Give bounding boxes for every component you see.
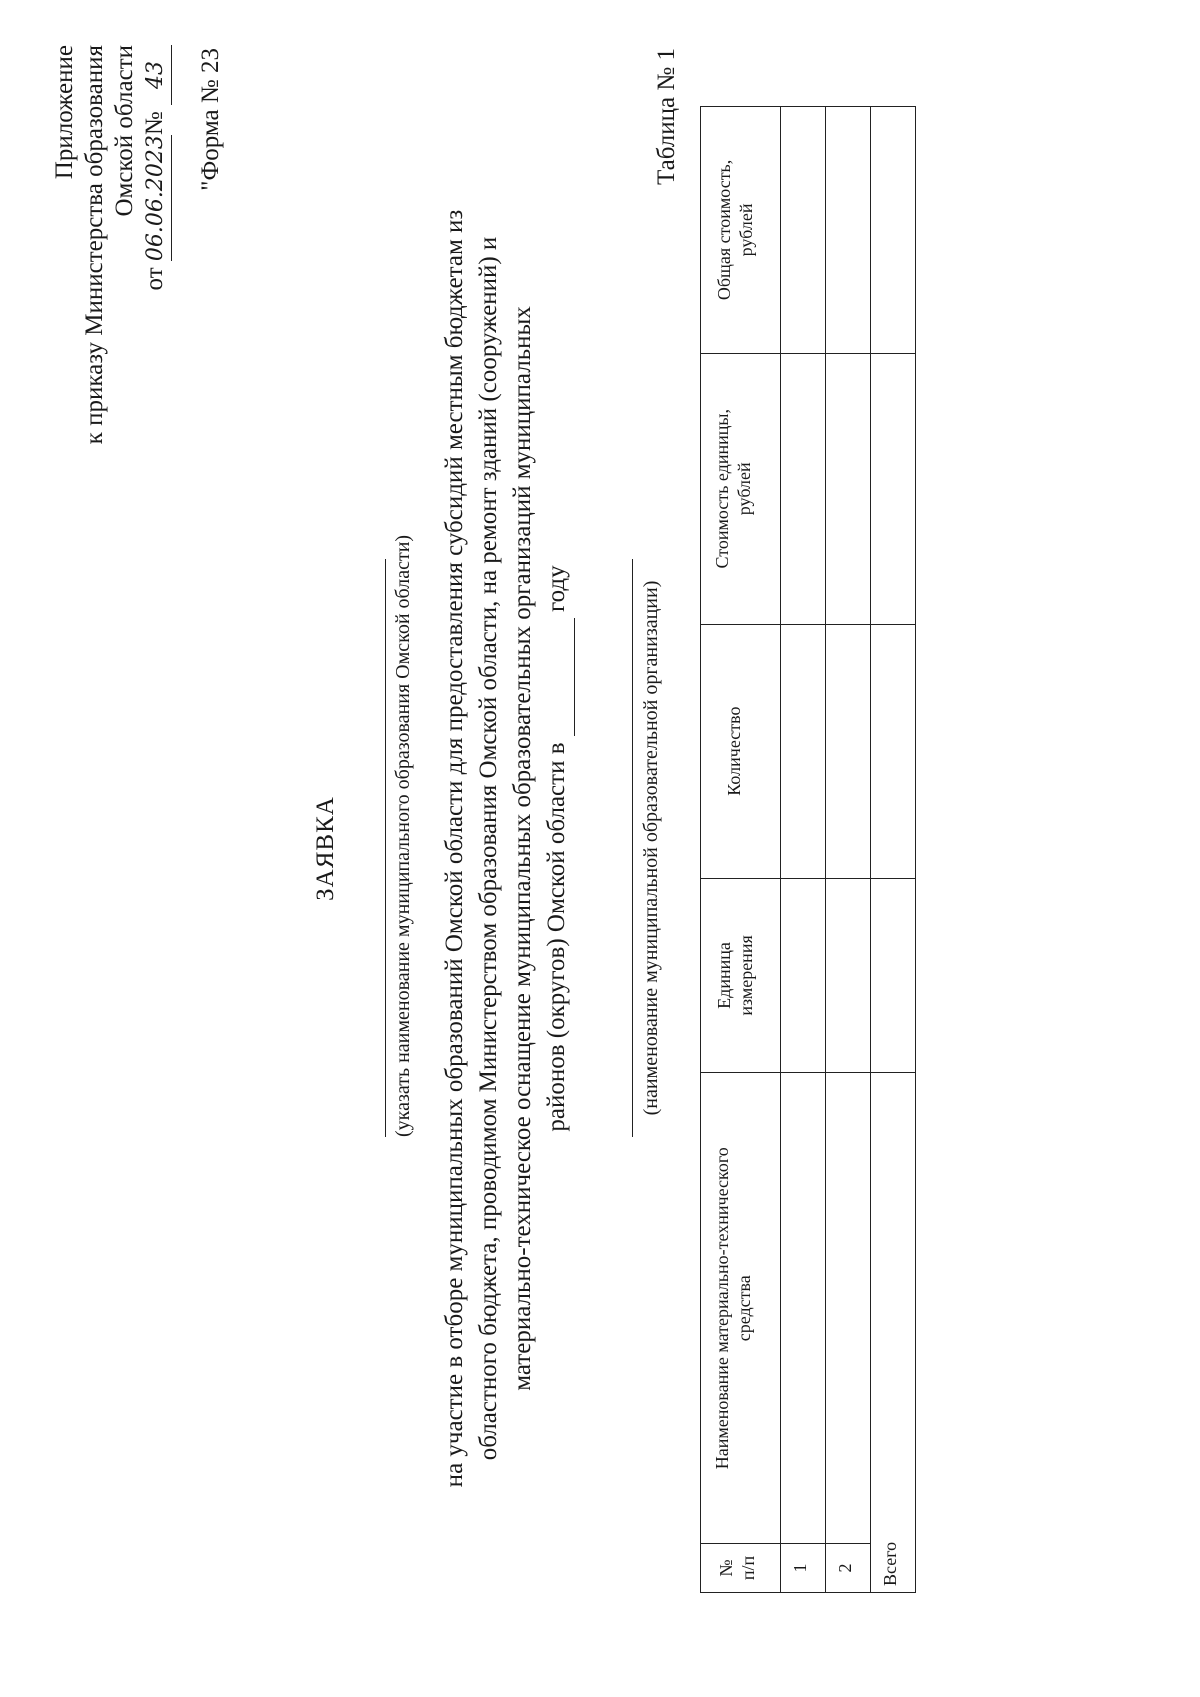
date-prefix: от	[141, 267, 168, 291]
body-line-4	[540, 0, 575, 1697]
date-value: 06.06.2023	[141, 135, 172, 261]
row-number: 1	[781, 1544, 826, 1593]
body-line-3: материально-техническое оснащение муниципальных образовательных организаций муниципальных	[509, 306, 536, 1391]
header-num: № п/п	[701, 1544, 781, 1593]
appendix-date-line	[140, 45, 172, 444]
organization-underline	[632, 559, 633, 1137]
header-unit-cost: Стоимость единицы, рублей	[701, 353, 781, 624]
request-body	[438, 0, 575, 1697]
number-prefix: №	[141, 111, 168, 136]
row-quantity	[781, 624, 826, 878]
row-total-cost	[826, 107, 871, 354]
appendix-header	[50, 45, 172, 444]
table-header-row	[701, 107, 781, 1593]
form-number: "Форма № 23	[197, 48, 224, 191]
year-blank	[540, 618, 575, 736]
document-title: ЗАЯВКА	[312, 796, 339, 901]
organization-caption: (наименование муниципальной образовательной организации)	[640, 580, 662, 1116]
appendix-line-3: Омской области	[111, 45, 138, 217]
body-line-2: областного бюджета, проводимом Министерством образования Омской области, на ремонт зданий (сооружений) и	[475, 236, 502, 1461]
appendix-line-1: Приложение	[51, 45, 78, 180]
row-quantity	[826, 624, 871, 878]
total-unit-cost	[871, 353, 916, 624]
materials-table	[700, 106, 916, 1593]
table-label: Таблица № 1	[653, 48, 680, 186]
municipality-caption: (указать наименование муниципального образования Омской области)	[392, 534, 414, 1137]
body-line-4-end: году	[543, 565, 570, 612]
row-unit-cost	[826, 353, 871, 624]
row-item-name	[826, 1073, 871, 1544]
row-unit-cost	[781, 353, 826, 624]
body-line-4-start: районов (округов) Омской области в	[543, 742, 570, 1132]
row-unit	[826, 878, 871, 1073]
row-unit	[781, 878, 826, 1073]
row-item-name	[781, 1073, 826, 1544]
total-total-cost	[871, 107, 916, 354]
header-unit: Единица измерения	[701, 878, 781, 1073]
header-item-name: Наименование материально-технического средства	[701, 1073, 781, 1544]
municipality-underline	[385, 559, 386, 1137]
number-value: 43	[141, 45, 172, 105]
header-total-cost: Общая стоимость, рублей	[701, 107, 781, 354]
table-total-row	[871, 107, 916, 1593]
table-row	[826, 107, 871, 1593]
total-label: Всего	[871, 1073, 916, 1593]
table-row	[781, 107, 826, 1593]
appendix-line-2: к приказу Министерства образования	[81, 45, 108, 445]
total-quantity	[871, 624, 916, 878]
row-number: 2	[826, 1544, 871, 1593]
row-total-cost	[781, 107, 826, 354]
body-line-1: на участие в отборе муниципальных образований Омской области для предоставления субсидий местным бюджетам из	[441, 209, 468, 1488]
header-quantity: Количество	[701, 624, 781, 878]
total-unit	[871, 878, 916, 1073]
